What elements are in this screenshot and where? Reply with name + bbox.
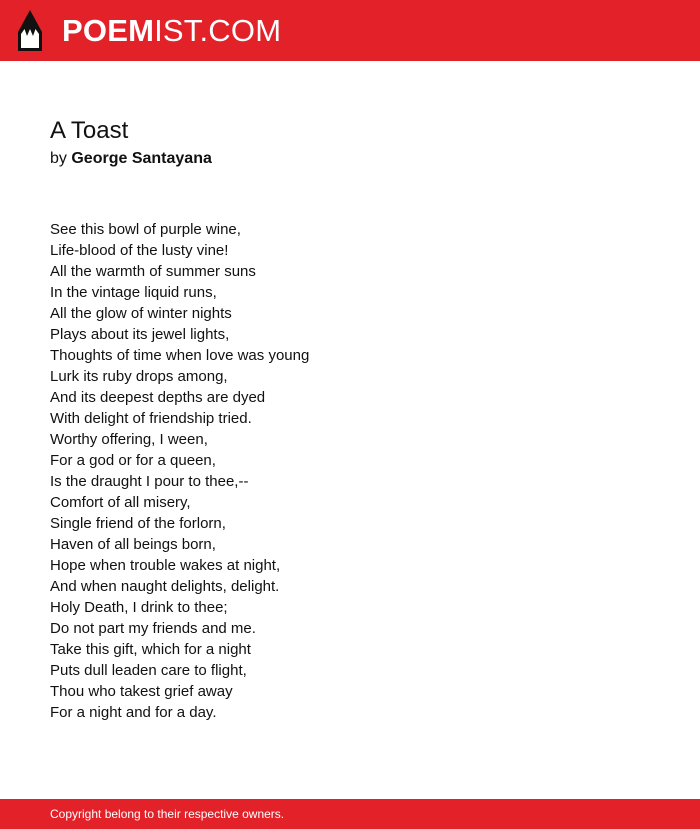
poem-line: See this bowl of purple wine, <box>50 221 241 238</box>
poem-title: A Toast <box>50 117 129 144</box>
poem-line: Life-blood of the lusty vine! <box>50 242 229 259</box>
poem-line: Haven of all beings born, <box>50 536 216 553</box>
poem-line: And its deepest depths are dyed <box>50 389 266 406</box>
copyright-text: Copyright belong to their respective owners. <box>50 807 285 821</box>
site-logo[interactable] <box>62 11 281 51</box>
logo-bold-text: POEM <box>62 13 155 48</box>
poem-line: Plays about its jewel lights, <box>50 326 230 343</box>
poem-author: George Santayana <box>71 150 212 167</box>
poem-line: With delight of friendship tried. <box>50 410 252 427</box>
poem-line: Hope when trouble wakes at night, <box>50 557 281 574</box>
poem-line: Comfort of all misery, <box>50 494 191 511</box>
poem-line: For a god or for a queen, <box>50 452 216 469</box>
poem-line: And when naught delights, delight. <box>50 578 280 595</box>
poem-line: Take this gift, which for a night <box>50 641 251 658</box>
poem-line: Is the draught I pour to thee,-- <box>50 473 249 490</box>
poem-body <box>50 219 650 723</box>
site-footer <box>0 799 700 829</box>
poem-line: Holy Death, I drink to thee; <box>50 599 228 616</box>
poem-byline <box>50 148 212 170</box>
poem-line: For a night and for a day. <box>50 704 217 721</box>
poem-line: Thou who takest grief away <box>50 683 233 700</box>
poem-line: Lurk its ruby drops among, <box>50 368 228 385</box>
poem-line: In the vintage liquid runs, <box>50 284 217 301</box>
poem-line: All the warmth of summer suns <box>50 263 256 280</box>
by-label: by <box>50 150 67 167</box>
poem-line: Do not part my friends and me. <box>50 620 256 637</box>
site-header <box>0 0 700 61</box>
poem-line: Worthy offering, I ween, <box>50 431 208 448</box>
poem-line: Puts dull leaden care to flight, <box>50 662 247 679</box>
pencil-icon <box>18 10 42 51</box>
logo-light-text: IST.COM <box>154 13 282 48</box>
poem-line: All the glow of winter nights <box>50 305 232 322</box>
poem-line: Single friend of the forlorn, <box>50 515 226 532</box>
poem-line: Thoughts of time when love was young <box>50 347 310 364</box>
